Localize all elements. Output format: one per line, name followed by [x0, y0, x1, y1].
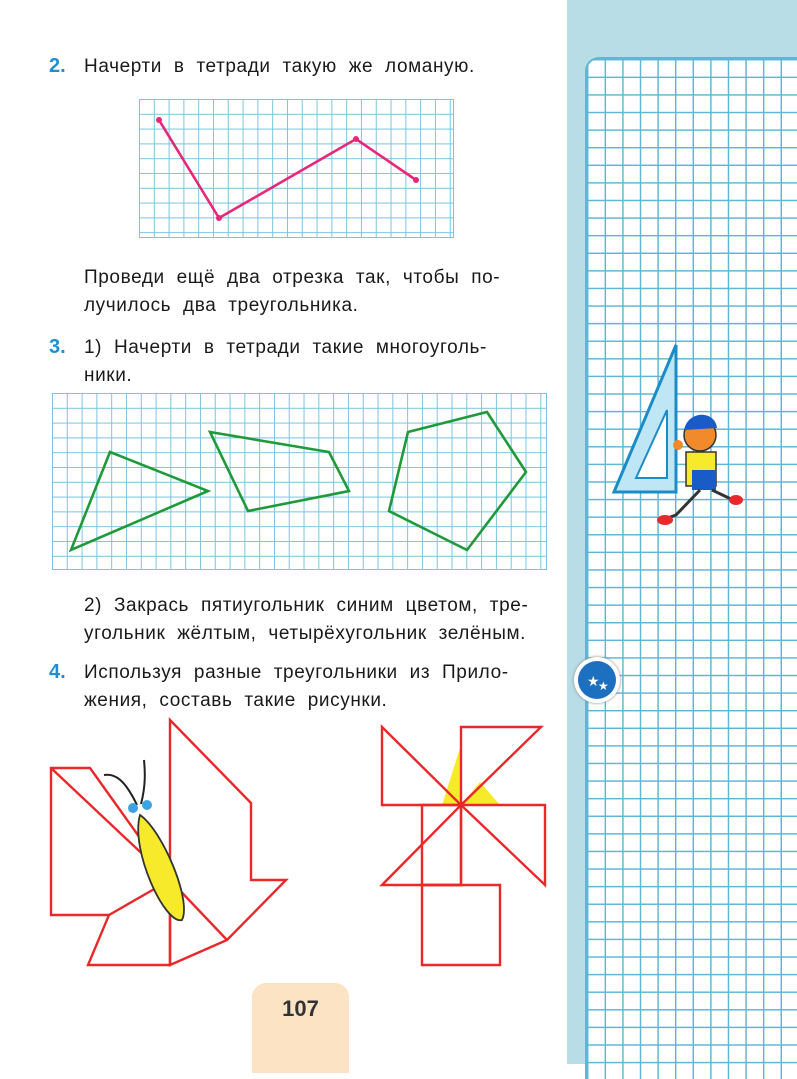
task-3-part2-line2: угольник жёлтым, четырёхугольник зелёным.	[84, 623, 527, 644]
task-4-line2: жения, составь такие рисунки.	[84, 690, 388, 711]
star-icon: ★	[598, 679, 609, 693]
task-2-instruction: Начерти в тетради такую же ломаную.	[84, 56, 475, 77]
task-3-part1-line1: 1) Начерти в тетради такие многоуголь-	[84, 337, 487, 358]
task-2-number: 2.	[49, 55, 66, 77]
page-number: 107	[282, 996, 319, 1021]
task-3-part2-line1: 2) Закрась пятиугольник синим цветом, тре-	[84, 595, 529, 616]
task-3-part1-line2: ники.	[84, 365, 133, 386]
task-2-followup-line2: лучилось два треугольника.	[84, 295, 359, 316]
task-2-followup-line1: Проведи ещё два отрезка так, чтобы по-	[84, 267, 501, 288]
task-4-number: 4.	[49, 661, 66, 683]
task-4-line1: Используя разные треугольники из Прило-	[84, 662, 509, 683]
star-icon: ★	[587, 674, 600, 690]
task-3-number: 3.	[49, 336, 66, 358]
